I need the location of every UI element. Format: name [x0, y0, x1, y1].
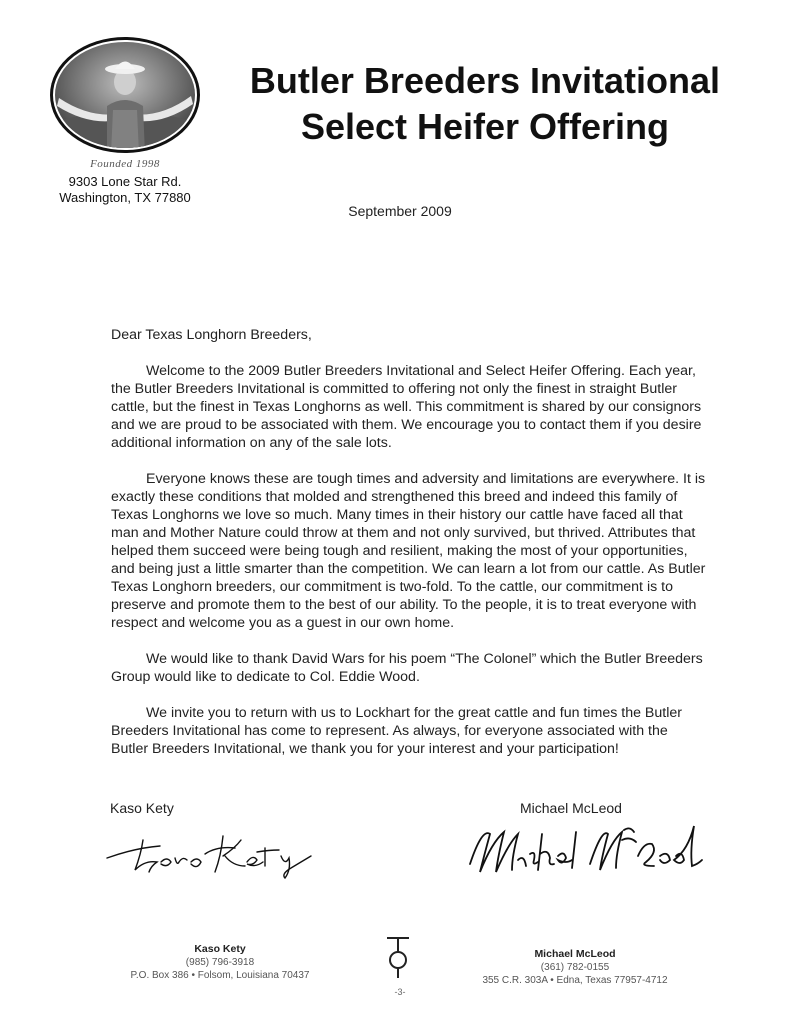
founded-caption: Founded 1998: [90, 158, 160, 170]
title-line-1: Butler Breeders Invitational: [249, 60, 721, 101]
footer-left-name: Kaso Kety: [194, 943, 246, 955]
signature-michael-mcleod: [462, 820, 707, 885]
footer-left-address: P.O. Box 386 • Folsom, Louisiana 70437: [130, 970, 310, 981]
footer-left-phone: (985) 796-3918: [185, 957, 255, 968]
paragraph-thanks: We would like to thank David Wars for his poem “The Colonel” which the Butler Breeders Group would like to dedicate to Col. Eddie Wood.: [111, 651, 703, 685]
letter-body: [111, 326, 706, 776]
paragraph-tough-times: Everyone knows these are tough times and adversity and limitations are everywhere. It is exactly these conditions that molded and strengthened this breed and indeed this family of Texas Longhorns we love so much. Many times in their history our cattle have faced all that man and Mother Nature could throw at them and not only survived, but thrived. Attributes that helped them succeed were being tough and resilient, making the most of your opportunities, and being just a little smarter than the competition. We can learn a lot from our cattle. As Butler Texas Longhorn breeders, our commitment is two-fold. To the cattle, our commitment is to preserve and promote them to the best of our ability. To the people, it is to treat everyone with respect and welcome you as a guest in our own home.: [111, 471, 706, 631]
title-line-2: Select Heifer Offering: [300, 106, 670, 147]
signer-name-left: Kaso Kety: [110, 800, 174, 816]
footer-right-address: 355 C.R. 303A • Edna, Texas 77957-4712: [482, 975, 668, 986]
paragraph-welcome: Welcome to the 2009 Butler Breeders Invitational and Select Heifer Offering. Each year, the Butler Breeders Invitational is committed to offering not only the finest in straight Butler cattle, but the finest in Texas Longhorns as well. This commitment is shared by our consignors and we are proud to be associated with them. We encourage you to contact them if you desire additional information on any of the sale lots.: [111, 363, 702, 451]
footer-contact-right: [465, 948, 685, 987]
address-line-2: Washington, TX 77880: [59, 190, 191, 205]
letter-date: September 2009: [348, 203, 452, 219]
salutation: Dear Texas Longhorn Breeders,: [111, 327, 312, 343]
page-number: -3-: [394, 987, 406, 997]
cattle-brand-icon: [383, 934, 413, 979]
signature-kaso-kety: [105, 826, 315, 881]
page-title: [210, 58, 760, 150]
founder-portrait-logo: [49, 36, 201, 154]
footer-right-name: Michael McLeod: [534, 948, 616, 960]
footer-right-phone: (361) 782-0155: [540, 962, 610, 973]
paragraph-invite: We invite you to return with us to Lockhart for the great cattle and fun times the Butler Breeders Invitational has come to represent. As always, for everyone associated with the Butler Breeders Invitational, we thank you for your interest and your participation!: [111, 705, 682, 757]
ranch-address: [50, 174, 200, 206]
signer-name-right: Michael McLeod: [520, 800, 622, 816]
address-line-1: 9303 Lone Star Rd.: [68, 174, 182, 189]
footer-contact-left: [110, 943, 330, 982]
